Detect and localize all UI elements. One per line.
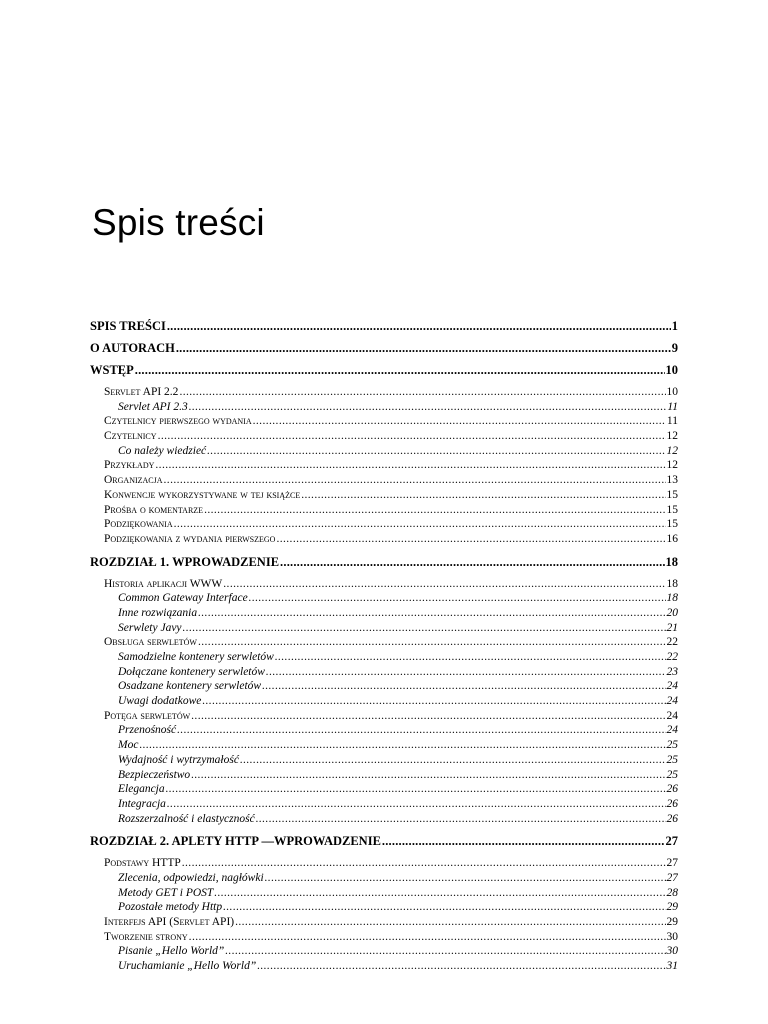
toc-page-number: 12: [666, 459, 678, 472]
toc-entry-level-1[interactable]: [90, 834, 678, 848]
toc-entry-level-2[interactable]: [90, 517, 678, 532]
toc-entry-level-3[interactable]: [90, 959, 678, 974]
toc-entry-level-2[interactable]: [90, 458, 678, 473]
toc-page-number: 9: [671, 341, 678, 355]
toc-entry-level-3[interactable]: [90, 650, 678, 665]
toc-entry-level-3[interactable]: [90, 621, 678, 636]
toc-dot-leader: [253, 414, 666, 429]
toc-page-number: 24: [666, 724, 678, 737]
page-title: Spis treści: [92, 202, 265, 243]
toc-page-number: 11: [667, 400, 678, 413]
toc-dot-leader: [189, 930, 666, 945]
toc-entry-label: Dołączane kontenery serwletów: [118, 665, 265, 678]
toc-dot-leader: [155, 458, 665, 473]
toc-dot-leader: [167, 319, 671, 333]
toc-dot-leader: [191, 768, 665, 783]
toc-entry-label: Metody GET i POST: [118, 886, 214, 899]
toc-entry-level-3[interactable]: [90, 797, 678, 812]
toc-entry-label: Zlecenia, odpowiedzi, nagłówki: [118, 871, 264, 884]
toc-dot-leader: [183, 621, 666, 636]
toc-page-number: 10: [665, 363, 678, 377]
toc-entry-level-3[interactable]: [90, 812, 678, 827]
toc-page-number: 23: [666, 665, 678, 678]
toc-page-number: 24: [666, 695, 678, 708]
toc-dot-leader: [207, 444, 665, 459]
toc-dot-leader: [301, 488, 665, 503]
toc-dot-leader: [240, 753, 666, 768]
toc-page-number: 21: [666, 621, 678, 634]
toc-entry-label: Prośba o komentarze: [104, 503, 204, 516]
toc-entry-label: Rozszerzalność i elastyczność: [118, 812, 255, 825]
toc-page-number: 15: [666, 503, 678, 516]
toc-entry-label: Przenośność: [118, 724, 177, 737]
toc-entry-level-2[interactable]: [90, 429, 678, 444]
toc-page-number: 12: [666, 430, 678, 443]
toc-dot-leader: [191, 709, 665, 724]
toc-dot-leader: [266, 665, 666, 680]
toc-entry-label: WSTĘP: [90, 363, 134, 377]
toc-entry-label: Podstawy HTTP: [104, 857, 181, 870]
toc-entry-label: Samodzielne kontenery serwletów: [118, 651, 274, 663]
toc-entry-level-2[interactable]: [90, 915, 678, 930]
toc-dot-leader: [158, 429, 666, 444]
toc-page-number: 27: [666, 857, 678, 870]
toc-entry-level-1[interactable]: [90, 555, 678, 569]
toc-entry-label: Podziękowania: [104, 518, 173, 531]
toc-page-number: 1: [671, 319, 678, 333]
toc-page-number: 30: [666, 945, 678, 958]
toc-dot-leader: [276, 532, 665, 547]
toc-page-number: 12: [666, 444, 678, 457]
toc-page-number: 15: [666, 518, 678, 531]
toc-entry-label: Inne rozwiązania: [118, 606, 198, 619]
toc-dot-leader: [202, 694, 665, 709]
toc-entry-label: Podziękowania z wydania pierwszego: [104, 532, 276, 545]
toc-page-number: 24: [666, 680, 678, 693]
toc-entry-label: Co należy wiedzieć: [118, 444, 207, 457]
toc-entry-level-2[interactable]: [90, 930, 678, 945]
toc-entry-level-2[interactable]: [90, 856, 678, 871]
toc-entry-level-1[interactable]: [90, 319, 678, 333]
toc-entry-level-2[interactable]: [90, 414, 678, 429]
toc-entry-level-1[interactable]: [90, 363, 678, 377]
toc-entry-label: Czytelnicy pierwszego wydania: [104, 415, 252, 428]
toc-page-number: 26: [666, 783, 678, 796]
toc-dot-leader: [176, 341, 671, 355]
toc-entry-level-3[interactable]: [90, 400, 678, 415]
toc-entry-label: ROZDZIAŁ 1. WPROWADZENIE: [90, 554, 280, 569]
toc-page-number: 11: [666, 415, 678, 428]
table-of-contents: [90, 311, 678, 974]
toc-entry-level-3[interactable]: [90, 606, 678, 621]
toc-dot-leader: [265, 871, 666, 886]
toc-dot-leader: [167, 797, 666, 812]
toc-entry-level-2[interactable]: [90, 532, 678, 547]
toc-entry-label: Common Gateway Interface: [118, 592, 248, 605]
toc-entry-level-2[interactable]: [90, 709, 678, 724]
toc-entry-label: O AUTORACH: [90, 341, 175, 355]
toc-page-number: 10: [666, 386, 678, 398]
toc-entry-level-3[interactable]: [90, 753, 678, 768]
toc-entry-level-3[interactable]: [90, 694, 678, 709]
toc-entry-label: Servlet API 2.3: [118, 400, 188, 413]
toc-dot-leader: [223, 900, 665, 915]
toc-dot-leader: [166, 782, 666, 797]
toc-entry-level-3[interactable]: [90, 738, 678, 753]
toc-page-number: 18: [665, 554, 678, 569]
toc-dot-leader: [198, 635, 666, 650]
toc-dot-leader: [382, 834, 665, 848]
toc-dot-leader: [257, 959, 665, 974]
toc-dot-leader: [174, 517, 666, 532]
toc-entry-label: Osadzane kontenery serwletów: [118, 680, 262, 693]
toc-dot-leader: [275, 650, 666, 665]
toc-dot-leader: [182, 856, 666, 871]
toc-entry-level-3[interactable]: [90, 444, 678, 459]
toc-dot-leader: [223, 577, 665, 592]
toc-entry-level-3[interactable]: [90, 591, 678, 606]
toc-entry-label: Uwagi dodatkowe: [118, 695, 202, 708]
toc-entry-label: Pisanie „Hello World”: [118, 945, 225, 958]
toc-page-number: 27: [665, 834, 678, 849]
toc-entry-label: Interfejs API (Servlet API): [104, 916, 235, 928]
toc-page-number: 22: [666, 636, 678, 649]
toc-page-number: 16: [666, 532, 678, 545]
toc-page-number: 29: [666, 916, 678, 928]
toc-entry-label: Potęga serwletów: [104, 709, 191, 722]
toc-page-number: 25: [666, 753, 678, 766]
toc-entry-label: Wydajność i wytrzymałość: [118, 753, 239, 766]
toc-entry-level-3[interactable]: [90, 723, 678, 738]
toc-entry-label: Organizacja: [104, 474, 163, 487]
toc-entry-label: Przykłady: [104, 459, 155, 472]
toc-entry-level-2[interactable]: [90, 473, 678, 488]
toc-page-number: 20: [666, 606, 678, 619]
toc-dot-leader: [256, 812, 666, 827]
toc-entry-label: Tworzenie strony: [104, 930, 188, 943]
toc-page-number: 30: [666, 930, 678, 943]
toc-page-number: 22: [666, 651, 678, 663]
toc-page-number: 28: [666, 886, 678, 899]
toc-entry-label: Obsługa serwletów: [104, 636, 197, 649]
toc-page-number: 27: [666, 871, 678, 884]
toc-entry-level-3[interactable]: [90, 900, 678, 915]
toc-dot-leader: [235, 915, 665, 930]
toc-dot-leader: [139, 738, 665, 753]
toc-entry-level-3[interactable]: [90, 944, 678, 959]
toc-page-number: 18: [666, 592, 678, 605]
toc-dot-leader: [204, 503, 665, 518]
toc-entry-level-2[interactable]: [90, 385, 678, 400]
toc-entry-level-3[interactable]: [90, 782, 678, 797]
toc-page-number: 26: [666, 812, 678, 825]
toc-entry-label: Uruchamianie „Hello World”: [118, 960, 257, 973]
toc-entry-label: ROZDZIAŁ 2. APLETY HTTP —WPROWADZENIE: [90, 834, 381, 849]
toc-dot-leader: [225, 944, 665, 959]
toc-entry-label: Elegancja: [118, 783, 165, 796]
toc-entry-label: Servlet API 2.2: [104, 386, 179, 398]
toc-entry-level-3[interactable]: [90, 665, 678, 680]
toc-dot-leader: [179, 385, 665, 400]
toc-page-number: 29: [666, 901, 678, 914]
toc-dot-leader: [262, 679, 665, 694]
toc-dot-leader: [135, 363, 665, 377]
toc-page-number: 26: [666, 797, 678, 810]
toc-entry-label: SPIS TREŚCI: [90, 319, 166, 333]
toc-dot-leader: [214, 886, 665, 901]
toc-dot-leader: [249, 591, 666, 606]
toc-entry-level-2[interactable]: [90, 577, 678, 592]
toc-entry-label: Czytelnicy: [104, 430, 157, 443]
toc-entry-level-3[interactable]: [90, 768, 678, 783]
toc-entry-level-2[interactable]: [90, 503, 678, 518]
toc-page-number: 24: [666, 709, 678, 722]
toc-entry-level-1[interactable]: [90, 341, 678, 355]
toc-page-number: 13: [666, 474, 678, 487]
toc-entry-level-2[interactable]: [90, 488, 678, 503]
toc-entry-label: Konwencje wykorzystywane w tej książce: [104, 488, 301, 501]
toc-dot-leader: [177, 723, 665, 738]
toc-entry-label: Pozostałe metody Http: [118, 901, 223, 914]
toc-dot-leader: [189, 400, 667, 415]
toc-entry-label: Bezpieczeństwo: [118, 768, 191, 781]
toc-entry-level-3[interactable]: [90, 886, 678, 901]
toc-entry-level-2[interactable]: [90, 635, 678, 650]
toc-entry-level-3[interactable]: [90, 871, 678, 886]
toc-page-number: 25: [666, 768, 678, 781]
toc-dot-leader: [198, 606, 665, 621]
toc-page-number: 31: [666, 960, 678, 973]
toc-entry-label: Moc: [118, 739, 139, 752]
toc-entry-label: Serwlety Javy: [118, 621, 182, 634]
toc-page-number: 15: [666, 488, 678, 501]
toc-dot-leader: [164, 473, 666, 488]
toc-entry-label: Integracja: [118, 797, 166, 810]
toc-dot-leader: [280, 555, 664, 569]
toc-page-number: 25: [666, 739, 678, 752]
toc-entry-label: Historia aplikacji WWW: [104, 577, 223, 590]
toc-page-number: 18: [666, 577, 678, 590]
toc-entry-level-3[interactable]: [90, 679, 678, 694]
